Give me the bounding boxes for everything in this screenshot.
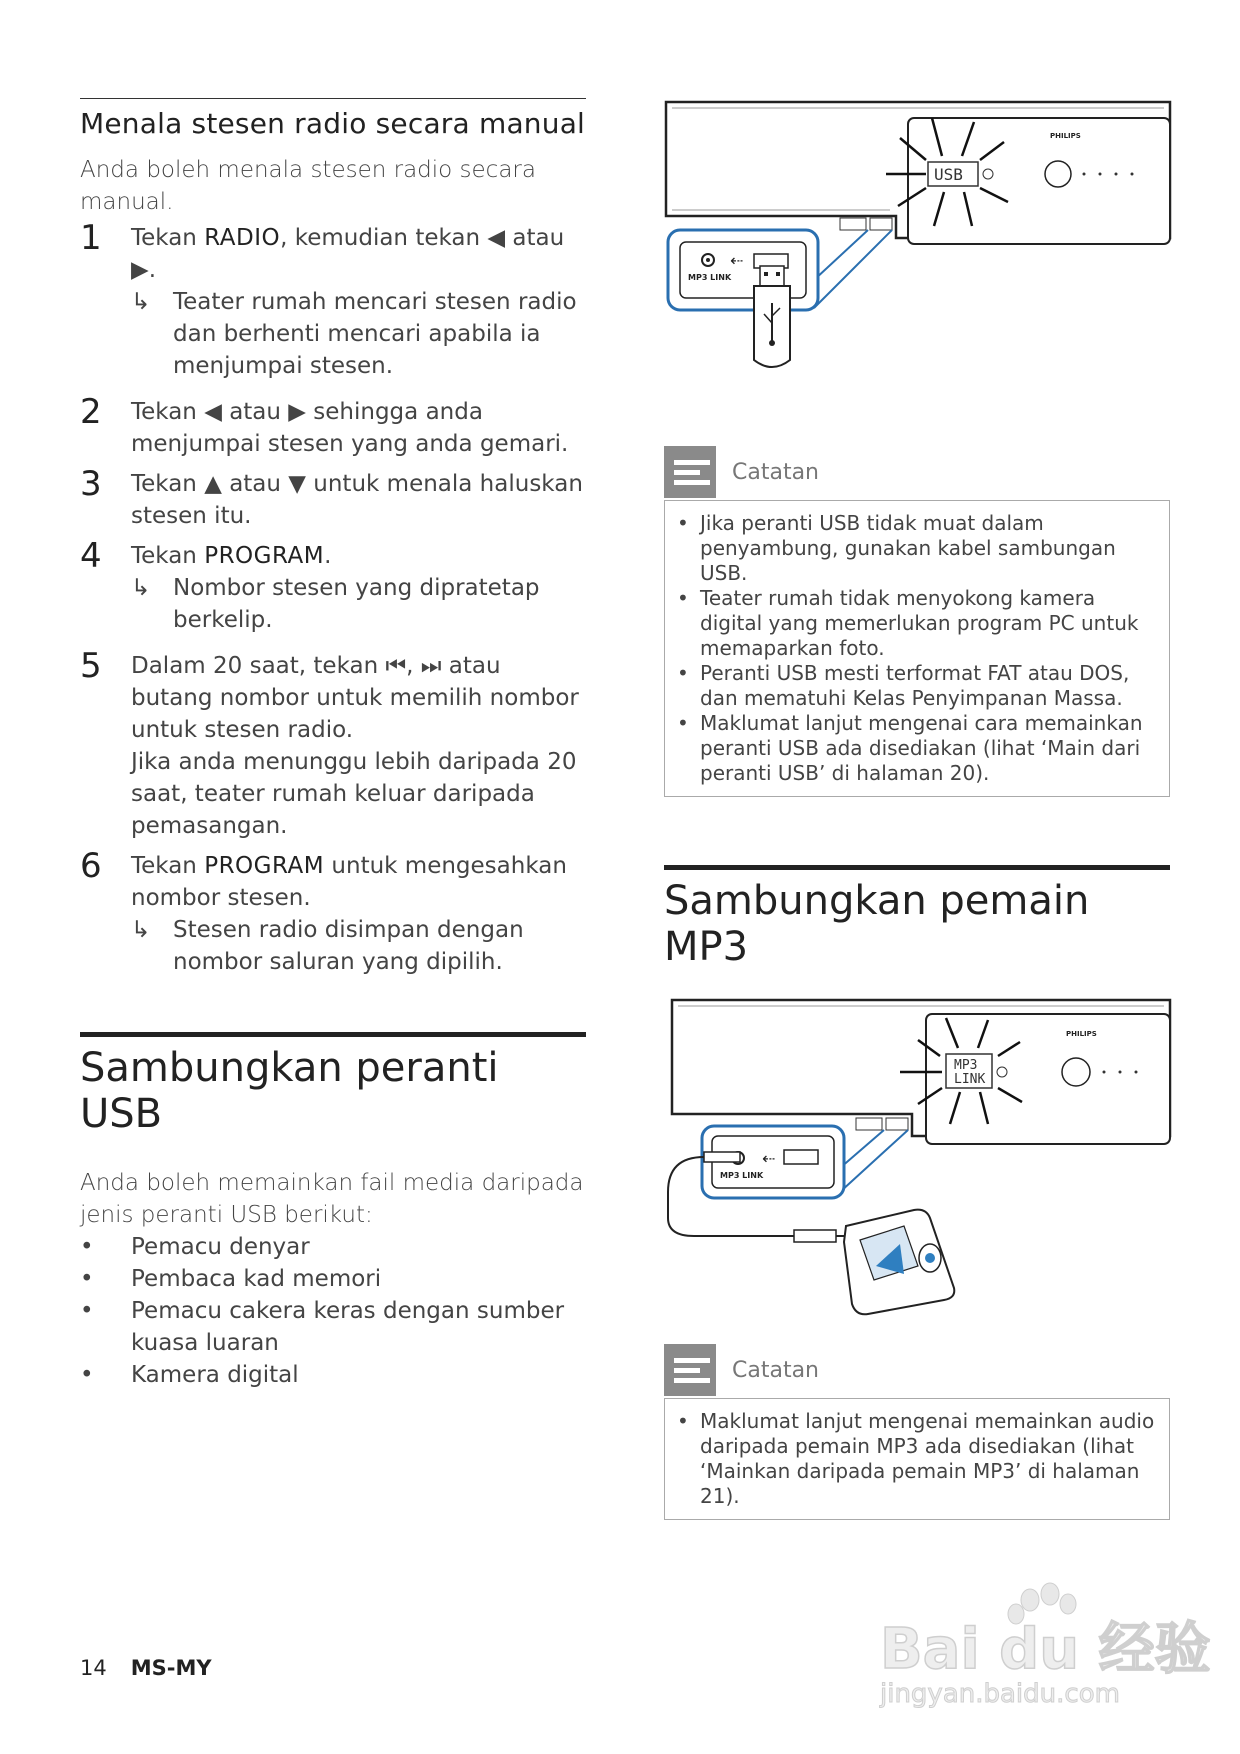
usb-heading: Sambungkan peranti USB xyxy=(80,1045,499,1137)
watermark-logo xyxy=(870,1580,1211,1710)
bullet-icon: • xyxy=(80,1234,94,1260)
page-footer xyxy=(80,1656,212,1680)
bullet-icon: • xyxy=(677,661,689,685)
list-item xyxy=(677,586,1157,661)
usb-connection-illustration xyxy=(664,98,1170,398)
step-number: 6 xyxy=(80,846,102,886)
bullet-icon: • xyxy=(80,1298,94,1324)
list-item xyxy=(80,1295,586,1359)
language-code: MS-MY xyxy=(130,1656,212,1680)
step-text: Tekan xyxy=(131,853,205,879)
step-result xyxy=(131,572,586,636)
note-2 xyxy=(664,1344,1170,1520)
list-item-text: Kamera digital xyxy=(131,1362,299,1388)
result-text: Teater rumah mencari stesen radio dan berhenti mencari apabila ia menjumpai stesen. xyxy=(173,289,577,379)
bullet-icon: • xyxy=(677,1409,689,1433)
step-text: . xyxy=(324,543,332,569)
svg-text:⇠: ⇠ xyxy=(730,251,744,270)
key-label: PROGRAM xyxy=(204,853,325,879)
result-arrow-icon: ↳ xyxy=(131,289,151,315)
step-number: 1 xyxy=(80,218,102,258)
watermark-brand: Bai du 经验 xyxy=(880,1617,1211,1682)
list-item xyxy=(677,511,1157,586)
svg-text:⇠: ⇠ xyxy=(762,1149,776,1168)
note-text: Maklumat lanjut mengenai memainkan audio daripada pemain MP3 ada disediakan (lihat ‘Mainkan daripada pemain MP3’ di halaman 21). xyxy=(700,1409,1155,1508)
note-icon xyxy=(664,446,716,498)
note-text: Jika peranti USB tidak muat dalam penyambung, gunakan kabel sambungan USB. xyxy=(700,511,1116,585)
display-text: USB xyxy=(934,165,963,184)
port-label: MP3 LINK xyxy=(688,273,732,282)
bullet-icon: • xyxy=(80,1362,94,1388)
bullet-icon: • xyxy=(677,586,689,610)
mp3-heading: Sambungkan pemain MP3 xyxy=(664,878,1090,970)
list-item-text: Pembaca kad memori xyxy=(131,1266,382,1292)
note-header xyxy=(664,446,1170,498)
result-arrow-icon: ↳ xyxy=(131,917,151,943)
list-item-text: Pemacu denyar xyxy=(131,1234,310,1260)
manual-tuning-heading: Menala stesen radio secara manual xyxy=(80,107,586,140)
section-rule-thick xyxy=(80,1032,586,1037)
note-title: Catatan xyxy=(732,459,820,485)
step-result xyxy=(131,286,586,382)
list-item xyxy=(677,711,1157,786)
port-label: MP3 LINK xyxy=(720,1171,764,1180)
mp3-diagram xyxy=(664,996,1170,1296)
step-text: Tekan ◀ atau ▶ sehingga anda menjumpai stesen yang anda gemari. xyxy=(131,399,569,457)
note-icon xyxy=(664,1344,716,1396)
step-5 xyxy=(80,646,586,842)
note-text: Maklumat lanjut mengenai cara memainkan peranti USB ada disediakan (lihat ‘Main dari peranti USB’ di halaman 20). xyxy=(700,711,1143,785)
step-4 xyxy=(80,536,586,636)
result-arrow-icon: ↳ xyxy=(131,575,151,601)
key-label: PROGRAM xyxy=(204,543,325,569)
usb-diagram xyxy=(664,98,1170,398)
note-1 xyxy=(664,446,1170,797)
display-text: MP3 xyxy=(954,1058,978,1073)
brand-logo-text: PHILIPS xyxy=(1066,1030,1097,1038)
note-box xyxy=(664,500,1170,797)
baidu-watermark xyxy=(870,1580,1211,1710)
step-text: , kemudian tekan ◀ atau ▶. xyxy=(131,225,565,283)
page-number: 14 xyxy=(80,1656,107,1680)
list-item-text: Pemacu cakera keras dengan sumber kuasa luaran xyxy=(131,1298,565,1356)
bullet-icon: • xyxy=(80,1266,94,1292)
step-text: Dalam 20 saat, tekan ⏮, ⏭ atau butang nombor untuk memilih nombor untuk stesen radio. xyxy=(131,653,579,743)
list-item xyxy=(677,661,1157,711)
step-text: Tekan xyxy=(131,543,205,569)
step-number: 3 xyxy=(80,464,102,504)
mp3-connection-illustration xyxy=(664,996,1170,1296)
usb-device-list xyxy=(80,1231,586,1391)
step-text: Tekan ▲ atau ▼ untuk menala haluskan stesen itu. xyxy=(131,471,583,529)
display-text: LINK xyxy=(954,1072,986,1087)
section-rule-thick xyxy=(664,865,1170,870)
result-text: Stesen radio disimpan dengan nombor saluran yang dipilih. xyxy=(173,917,524,975)
note-title: Catatan xyxy=(732,1357,820,1383)
list-item xyxy=(80,1359,586,1391)
step-number: 5 xyxy=(80,646,102,686)
step-text: Tekan xyxy=(131,225,205,251)
bullet-icon: • xyxy=(677,511,689,535)
manual-intro: Anda boleh menala stesen radio secara manual. xyxy=(80,157,536,215)
note-header xyxy=(664,1344,1170,1396)
list-item xyxy=(80,1231,586,1263)
left-column xyxy=(80,98,586,1391)
list-item xyxy=(80,1263,586,1295)
usb-intro: Anda boleh memainkan fail media daripada jenis peranti USB berikut: xyxy=(80,1170,584,1228)
right-column xyxy=(664,98,1170,1520)
bullet-icon: • xyxy=(677,711,689,735)
step-2 xyxy=(80,392,586,460)
note-box xyxy=(664,1398,1170,1520)
watermark-url: jingyan.baidu.com xyxy=(880,1679,1120,1709)
step-text-extra: Jika anda menunggu lebih daripada 20 saat, teater rumah keluar daripada pemasangan. xyxy=(131,749,577,839)
note-text: Teater rumah tidak menyokong kamera digital yang memerlukan program PC untuk memaparkan foto. xyxy=(700,586,1139,660)
step-result xyxy=(131,914,586,978)
note-text: Peranti USB mesti terformat FAT atau DOS, dan mematuhi Kelas Penyimpanan Massa. xyxy=(700,661,1130,710)
brand-logo-text: PHILIPS xyxy=(1050,132,1081,140)
step-text: untuk mengesahkan nombor stesen. xyxy=(131,853,567,911)
step-3 xyxy=(80,464,586,532)
result-text: Nombor stesen yang dipratetap berkelip. xyxy=(173,575,540,633)
key-label: RADIO xyxy=(204,225,281,251)
list-item xyxy=(677,1409,1157,1509)
step-1 xyxy=(80,218,586,382)
step-6 xyxy=(80,846,586,978)
step-number: 2 xyxy=(80,392,102,432)
step-number: 4 xyxy=(80,536,102,576)
section-rule xyxy=(80,98,586,99)
